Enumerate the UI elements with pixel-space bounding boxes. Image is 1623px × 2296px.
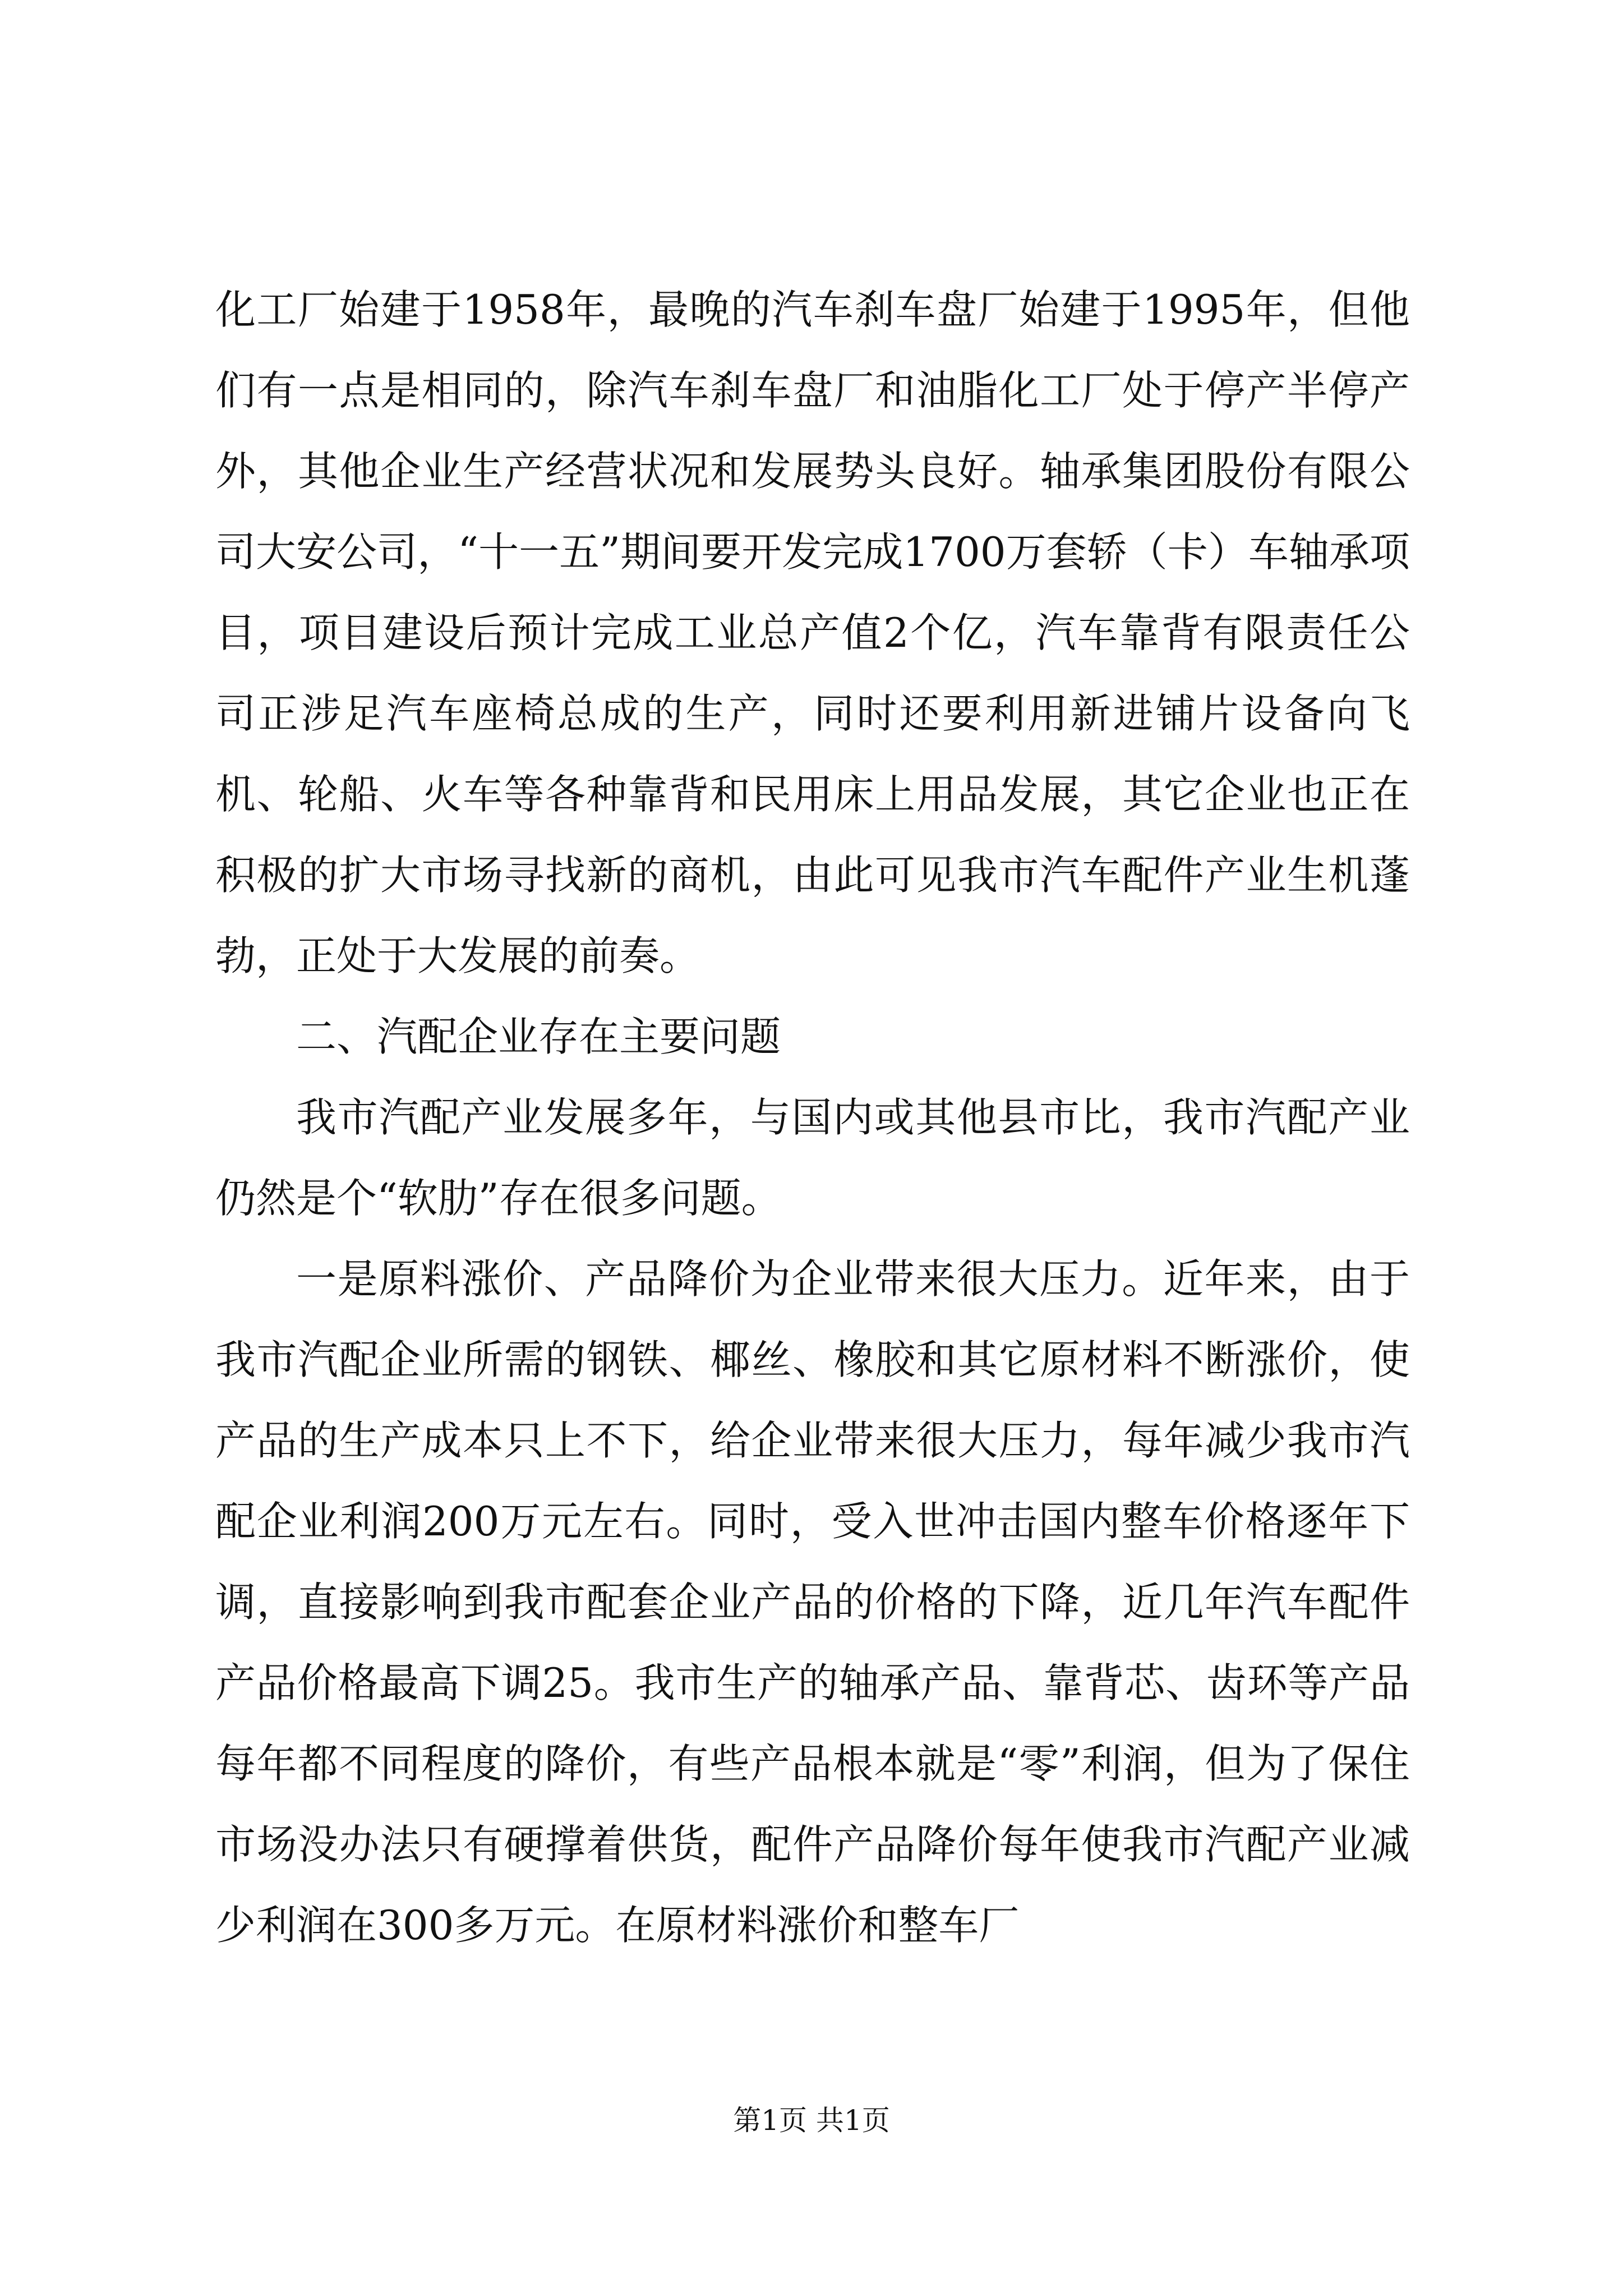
paragraph-intro: 我市汽配产业发展多年，与国内或其他县市比，我市汽配产业仍然是个“软肋”存在很多问题。 (215, 1094, 1410, 1222)
page-footer: 第1页 共1页 (733, 2104, 890, 2137)
document-body (215, 269, 1410, 1966)
paragraph-problem-one: 一是原料涨价、产品降价为企业带来很大压力。近年来，由于我市汽配企业所需的钢铁、椰丝、橡胶和其它原材料不断涨价，使产品的生产成本只上不下，给企业带来很大压力，每年减少我市汽配企业利润200万元左右。同时，受入世冲击国内整车价格逐年下调，直接影响到我市配套企业产品的价格的下降，近几年汽车配件产品价格最高下调25。我市生产的轴承产品、靠背芯、齿环等产品每年都不同程度的降价，有些产品根本就是“零”利润，但为了保住市场没办法只有硬撑着供货，配件产品降价每年使我市汽配产业减少利润在300多万元。在原材料涨价和整车厂 (215, 1255, 1410, 1949)
paragraph-continuation: 化工厂始建于1958年，最晚的汽车刹车盘厂始建于1995年，但他们有一点是相同的，除汽车刹车盘厂和油脂化工厂处于停产半停产外，其他企业生产经营状况和发展势头良好。轴承集团股份有限公司大安公司，“十一五”期间要开发完成1700万套轿（卡）车轴承项目，项目建设后预计完成工业总产值2个亿，汽车靠背有限责任公司正涉足汽车座椅总成的生产，同时还要利用新进铺片设备向飞机、轮船、火车等各种靠背和民用床上用品发展，其它企业也正在积极的扩大市场寻找新的商机，由此可见我市汽车配件产业生机蓬勃，正处于大发展的前奏。 (215, 286, 1410, 979)
section-heading: 二、汽配企业存在主要问题 (296, 1013, 781, 1060)
